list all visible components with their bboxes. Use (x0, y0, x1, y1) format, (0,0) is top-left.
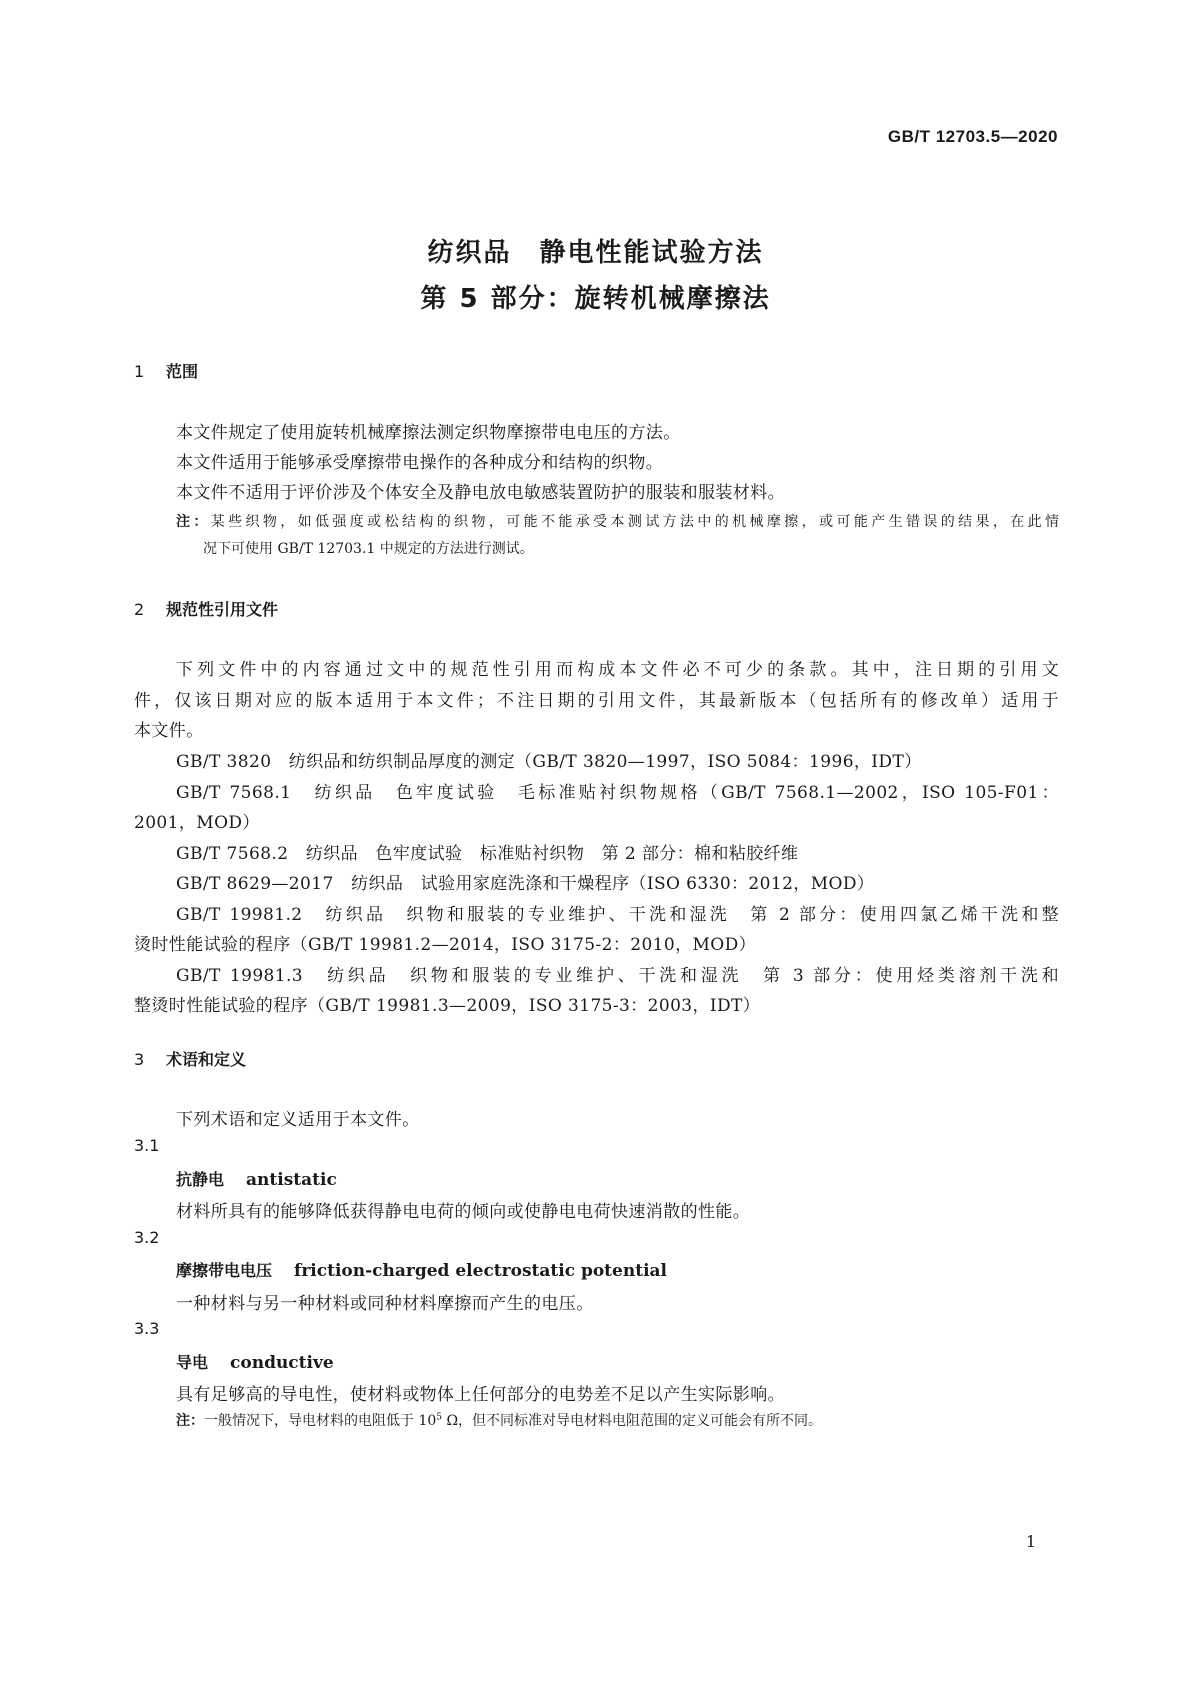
term-heading: 摩擦带电电压 friction-charged electrostatic potential (176, 1261, 667, 1281)
term-number: 3.2 (134, 1228, 160, 1247)
reference-item-cont: 2001，MOD） (134, 813, 260, 833)
section-3-heading: 3 术语和定义 (134, 1050, 247, 1069)
reference-item: GB/T 7568.1 纺织品 色牢度试验 毛标准贴衬织物规格（GB/T 7568.1—2002，ISO 105-F01： (176, 783, 1059, 803)
reference-item: GB/T 19981.3 纺织品 织物和服装的专业维护、干洗和湿洗 第 3 部分：使用烃类溶剂干洗和 (176, 966, 1059, 986)
section-1-heading: 1 范围 (134, 362, 199, 381)
reference-item: GB/T 3820 纺织品和纺织制品厚度的测定（GB/T 3820—1997，ISO 5084：1996，IDT） (176, 752, 922, 772)
term-definition: 具有足够高的导电性，使材料或物体上任何部分的电势差不足以产生实际影响。 (176, 1385, 785, 1405)
reference-item-cont: 烫时性能试验的程序（GB/T 19981.2—2014，ISO 3175-2：2010，MOD） (134, 935, 757, 955)
standard-number: GB/T 12703.5—2020 (887, 127, 1058, 146)
paragraph: 件，仅该日期对应的版本适用于本文件；不注日期的引用文件，其最新版本（包括所有的修改单）适用于 (134, 691, 1059, 711)
term-definition: 材料所具有的能够降低获得静电电荷的倾向或使静电电荷快速消散的性能。 (176, 1202, 751, 1222)
paragraph: 下列术语和定义适用于本文件。 (176, 1110, 420, 1130)
page-number: 1 (1025, 1532, 1036, 1551)
term-heading: 导电 conductive (176, 1353, 334, 1373)
term-heading: 抗静电 antistatic (176, 1170, 337, 1190)
term-number: 3.3 (134, 1319, 160, 1338)
document-subtitle: 第 5 部分：旋转机械摩擦法 (420, 284, 771, 314)
term-definition: 一种材料与另一种材料或同种材料摩擦而产生的电压。 (176, 1294, 594, 1314)
reference-item: GB/T 7568.2 纺织品 色牢度试验 标准贴衬织物 第 2 部分：棉和粘胶纤维 (176, 844, 799, 864)
section-1-note-cont: 况下可使用 GB/T 12703.1 中规定的方法进行测试。 (203, 541, 534, 557)
paragraph: 下列文件中的内容通过文中的规范性引用而构成本文件必不可少的条款。其中，注日期的引用文 (176, 660, 1059, 680)
paragraph: 本文件适用于能够承受摩擦带电操作的各种成分和结构的织物。 (176, 453, 664, 473)
paragraph: 本文件。 (134, 721, 204, 741)
paragraph: 本文件不适用于评价涉及个体安全及静电放电敏感装置防护的服装和服装材料。 (176, 483, 785, 503)
section-3-note: 注：一般情况下，导电材料的电阻低于 $10^5$ Ω，但不同标准对导电材料电阻范围的定义可能会有所不同。 (176, 1412, 823, 1429)
document-title: 纺织品 静电性能试验方法 (427, 238, 764, 268)
section-2-heading: 2 规范性引用文件 (134, 600, 279, 619)
reference-item: GB/T 19981.2 纺织品 织物和服装的专业维护、干洗和湿洗 第 2 部分：使用四氯乙烯干洗和整 (176, 905, 1059, 925)
reference-item-cont: 整烫时性能试验的程序（GB/T 19981.3—2009，ISO 3175-3：2003，IDT） (134, 996, 761, 1016)
section-1-note: 注：某些织物，如低强度或松结构的织物，可能不能承受本测试方法中的机械摩擦，或可能产生错误的结果，在此情 (176, 514, 1060, 530)
term-number: 3.1 (134, 1136, 160, 1155)
reference-item: GB/T 8629—2017 纺织品 试验用家庭洗涤和干燥程序（ISO 6330：2012，MOD） (176, 874, 875, 894)
paragraph: 本文件规定了使用旋转机械摩擦法测定织物摩擦带电电压的方法。 (176, 423, 681, 443)
